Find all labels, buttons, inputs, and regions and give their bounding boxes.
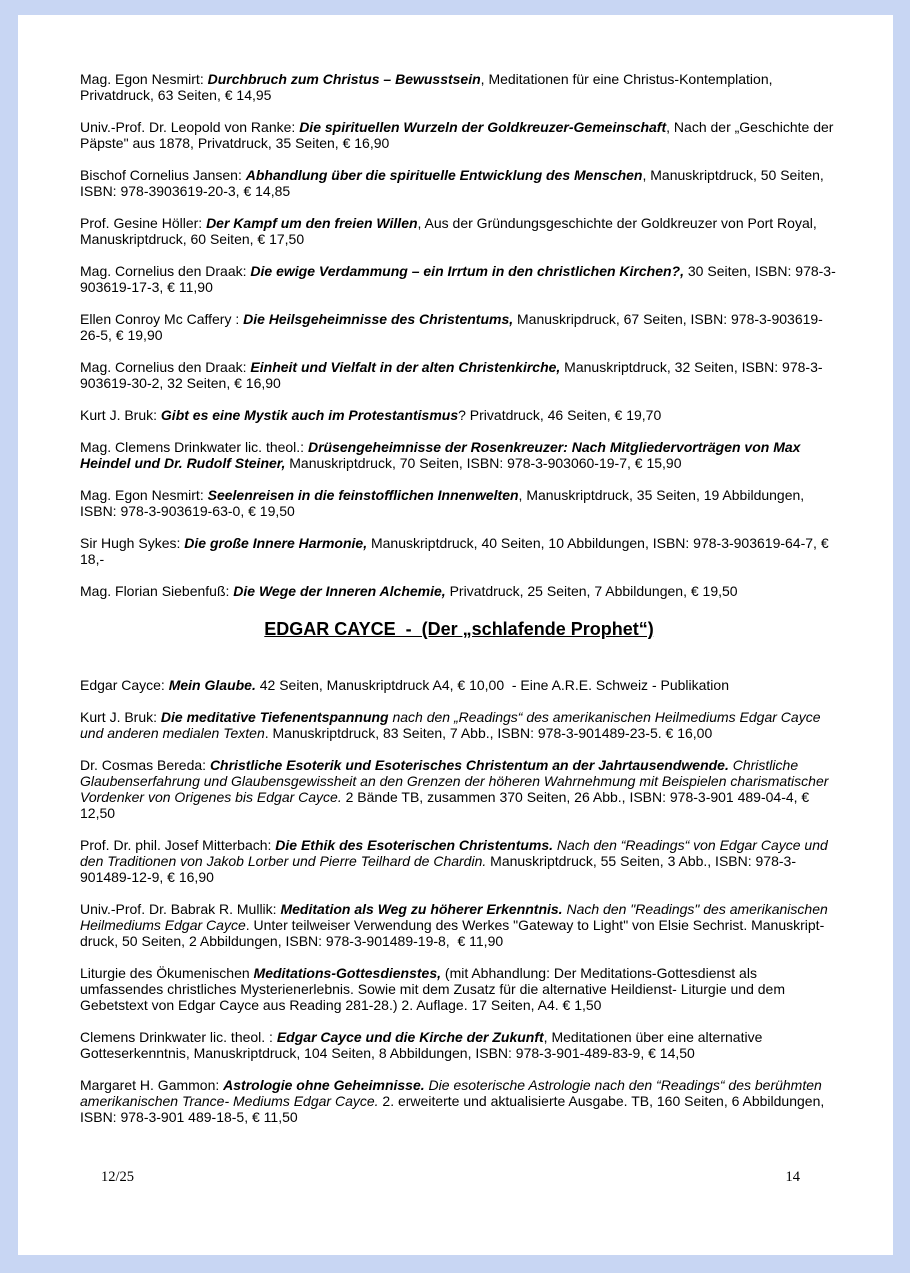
entry-details: Manuskriptdruck, 70 Seiten, ISBN: 978-3-903060-19-7, € 15,90 [285,455,682,471]
book-entry [80,167,838,199]
entry-title: Einheit und Vielfalt in der alten Christenkirche, [250,359,561,375]
entry-subtitle: nach den „Readings“ des amerikanischen Heilmediums Edgar Cayce und anderen medialen Texten [80,709,825,741]
book-entry [80,1029,838,1061]
entry-title: Der Kampf um den freien Willen [206,215,418,231]
entry-title: Die Ethik des Esoterischen Christentums. [275,837,554,853]
entry-details: Kurt J. Bruk: [80,709,161,725]
entry-details: , Meditationen für eine Christus-Kontemplation, Privatdruck, 63 Seiten, € 14,95 [80,71,777,103]
entry-subtitle: Nach den "Readings" des amerikanischen Heilmediums Edgar Cayce [80,901,832,933]
book-entry [80,215,838,247]
entry-details: 2 Bände TB, zusammen 370 Seiten, 26 Abb., ISBN: 978-3-901 489-04-4, € 12,50 [80,789,814,821]
entry-details: ? Privatdruck, 46 Seiten, € 19,70 [458,407,662,423]
book-entry [80,119,838,151]
section-edgar-cayce [80,618,838,1125]
entry-details: Univ.-Prof. Dr. Leopold von Ranke: [80,119,300,135]
entry-details: Ellen Conroy Mc Caffery : [80,311,244,327]
entry-details: Edgar Cayce: [80,677,169,693]
footer-page-number: 14 [785,1169,800,1185]
entry-details: Manuskriptdruck, 32 Seiten, ISBN: 978-3-903619-30-2, 32 Seiten, € 16,90 [80,359,823,391]
entry-title: Die meditative Tiefenentspannung [160,709,389,725]
entry-details: , Meditationen über eine alternative Gotteserkenntnis, Manuskriptdruck, 104 Seiten, 8 Abbildungen, ISBN: 978-3-901-489-83-9, € 14,50 [80,1029,767,1061]
entry-details: Prof. Gesine Höller: [80,215,207,231]
entry-subtitle: Nach den “Readings“ von Edgar Cayce und den Traditionen von Jakob Lorber und Pierre Teilhard de Chardin. [80,837,832,869]
entry-details: Margaret H. Gammon: [80,1077,224,1093]
book-entry [80,407,838,423]
book-entry [80,359,838,391]
page-footer [101,1169,800,1186]
section-catalog-top [80,71,838,599]
section-heading-edgar-cayce [80,618,838,641]
entry-details: Mag. Clemens Drinkwater lic. theol.: [80,439,308,455]
entry-details: , Aus der Gründungsgeschichte der Goldkreuzer von Port Royal, Manuskriptdruck, 60 Seiten, € 17,50 [80,215,821,247]
entry-subtitle: Christliche Glaubenserfahrung und Glaubensgewissheit an den Grenzen der höheren Wahrnehmung mit Beispielen charismatischer Vordenker von Origenes bis Edgar Cayce. [80,757,833,805]
entry-details: Sir Hugh Sykes: [80,535,185,551]
entry-title: Die große Innere Harmonie, [184,535,368,551]
entry-details: Mag. Cornelius den Draak: [80,263,251,279]
entry-details: Mag. Egon Nesmirt: [80,487,208,503]
book-entry [80,439,838,471]
entry-details: Manuskriptdruck, 55 Seiten, 3 Abb., ISBN: 978-3-901489-12-9, € 16,90 [80,853,796,885]
entry-details: Privatdruck, 25 Seiten, 7 Abbildungen, € 19,50 [445,583,738,599]
entry-title: Edgar Cayce und die Kirche der Zukunft [276,1029,544,1045]
book-entry [80,583,838,599]
entry-details: Mag. Cornelius den Draak: [80,359,251,375]
section-heading-text: EDGAR CAYCE - (Der „schlafende Prophet“) [264,619,654,639]
entry-details: Clemens Drinkwater lic. theol. : [80,1029,277,1045]
entry-details: Manuskriptdruck, 40 Seiten, 10 Abbildungen, ISBN: 978-3-903619-64-7, € 18,- [80,535,833,567]
entry-details: Prof. Dr. phil. Josef Mitterbach: [80,837,276,853]
book-entry [80,311,838,343]
entry-title: Die Heilsgeheimnisse des Christentums, [243,311,514,327]
catalog-page [18,15,893,1255]
entry-title: Die Wege der Inneren Alchemie, [233,583,446,599]
entry-subtitle: Die esoterische Astrologie nach den “Readings“ des berühmten amerikanischen Trance- Mediums Edgar Cayce. [80,1077,826,1109]
book-entry [80,757,838,821]
book-entry [80,965,838,1013]
footer-page-fraction: 12/25 [101,1169,135,1185]
entry-details: Kurt J. Bruk: [80,407,161,423]
book-entry [80,71,838,103]
entry-details: Dr. Cosmas Bereda: [80,757,210,773]
entry-title: Meditations-Gottesdienstes, [253,965,442,981]
entry-details: 30 Seiten, ISBN: 978-3-903619-17-3, € 11,90 [80,263,836,295]
entry-details: Bischof Cornelius Jansen: [80,167,246,183]
entry-details: . Unter teilweiser Verwendung des Werkes "Gateway to Light" von Elsie Sechrist. Manuskript-druck, 50 Seiten, 2 Abbildungen, ISBN: 978-3-901489-19-8, € 11,90 [80,917,825,949]
entry-title: Mein Glaube. [168,677,256,693]
entry-title: Die ewige Verdammung – ein Irrtum in den christlichen Kirchen?, [250,263,684,279]
entry-details: Liturgie des Ökumenischen [80,965,254,981]
entry-title: Abhandlung über die spirituelle Entwicklung des Menschen [245,167,643,183]
entry-details: . Manuskriptdruck, 83 Seiten, 7 Abb., ISBN: 978-3-901489-23-5. € 16,00 [264,725,713,741]
book-entry [80,837,838,885]
entry-details: 42 Seiten, Manuskriptdruck A4, € 10,00 - Eine A.R.E. Schweiz - Publikation [255,677,729,693]
entry-title: Seelenreisen in die feinstofflichen Innenwelten [207,487,519,503]
entry-title: Meditation als Weg zu höherer Erkenntnis. [280,901,563,917]
entry-details: , Manuskriptdruck, 35 Seiten, 19 Abbildungen, ISBN: 978-3-903619-63-0, € 19,50 [80,487,809,519]
entry-title: Astrologie ohne Geheimnisse. [223,1077,425,1093]
entry-details: Mag. Egon Nesmirt: [80,71,208,87]
entry-title: Christliche Esoterik und Esoterisches Christentum an der Jahrtausendwende. [209,757,729,773]
book-entry [80,535,838,567]
book-entry [80,263,838,295]
book-list-content [80,71,838,1141]
entry-title: Durchbruch zum Christus – Bewusstsein [207,71,481,87]
entry-details: , Manuskriptdruck, 50 Seiten, ISBN: 978-3903619-20-3, € 14,85 [80,167,828,199]
entry-details: Univ.-Prof. Dr. Babrak R. Mullik: [80,901,281,917]
entry-title: Die spirituellen Wurzeln der Goldkreuzer-Gemeinschaft [299,119,667,135]
entry-details: , Nach der „Geschichte der Päpste" aus 1878, Privatdruck, 35 Seiten, € 16,90 [80,119,838,151]
entry-details: (mit Abhandlung: Der Meditations-Gottesdienst als umfassendes christliches Mysterienerlebnis. Sowie mit dem Zusatz für die alternative Heildienst- Liturgie und dem Gebetstext von Edgar Cayce aus Reading 281-28.) 2. Auflage. 17 Seiten, A4. € 1,50 [80,965,789,1013]
entry-title: Gibt es eine Mystik auch im Protestantismus [160,407,459,423]
entry-details: Manuskripdruck, 67 Seiten, ISBN: 978-3-903619-26-5, € 19,90 [80,311,823,343]
entry-details: 2. erweiterte und aktualisierte Ausgabe. TB, 160 Seiten, 6 Abbildungen, ISBN: 978-3-901 489-18-5, € 11,50 [80,1093,829,1125]
entry-details: Mag. Florian Siebenfuß: [80,583,234,599]
book-entry [80,901,838,949]
entry-title: Drüsengeheimnisse der Rosenkreuzer: Nach Mitgliedervorträgen von Max Heindel und Dr. Rudolf Steiner, [80,439,805,471]
book-entry [80,677,838,693]
book-entry [80,487,838,519]
book-entry [80,1077,838,1125]
book-entry [80,709,838,741]
